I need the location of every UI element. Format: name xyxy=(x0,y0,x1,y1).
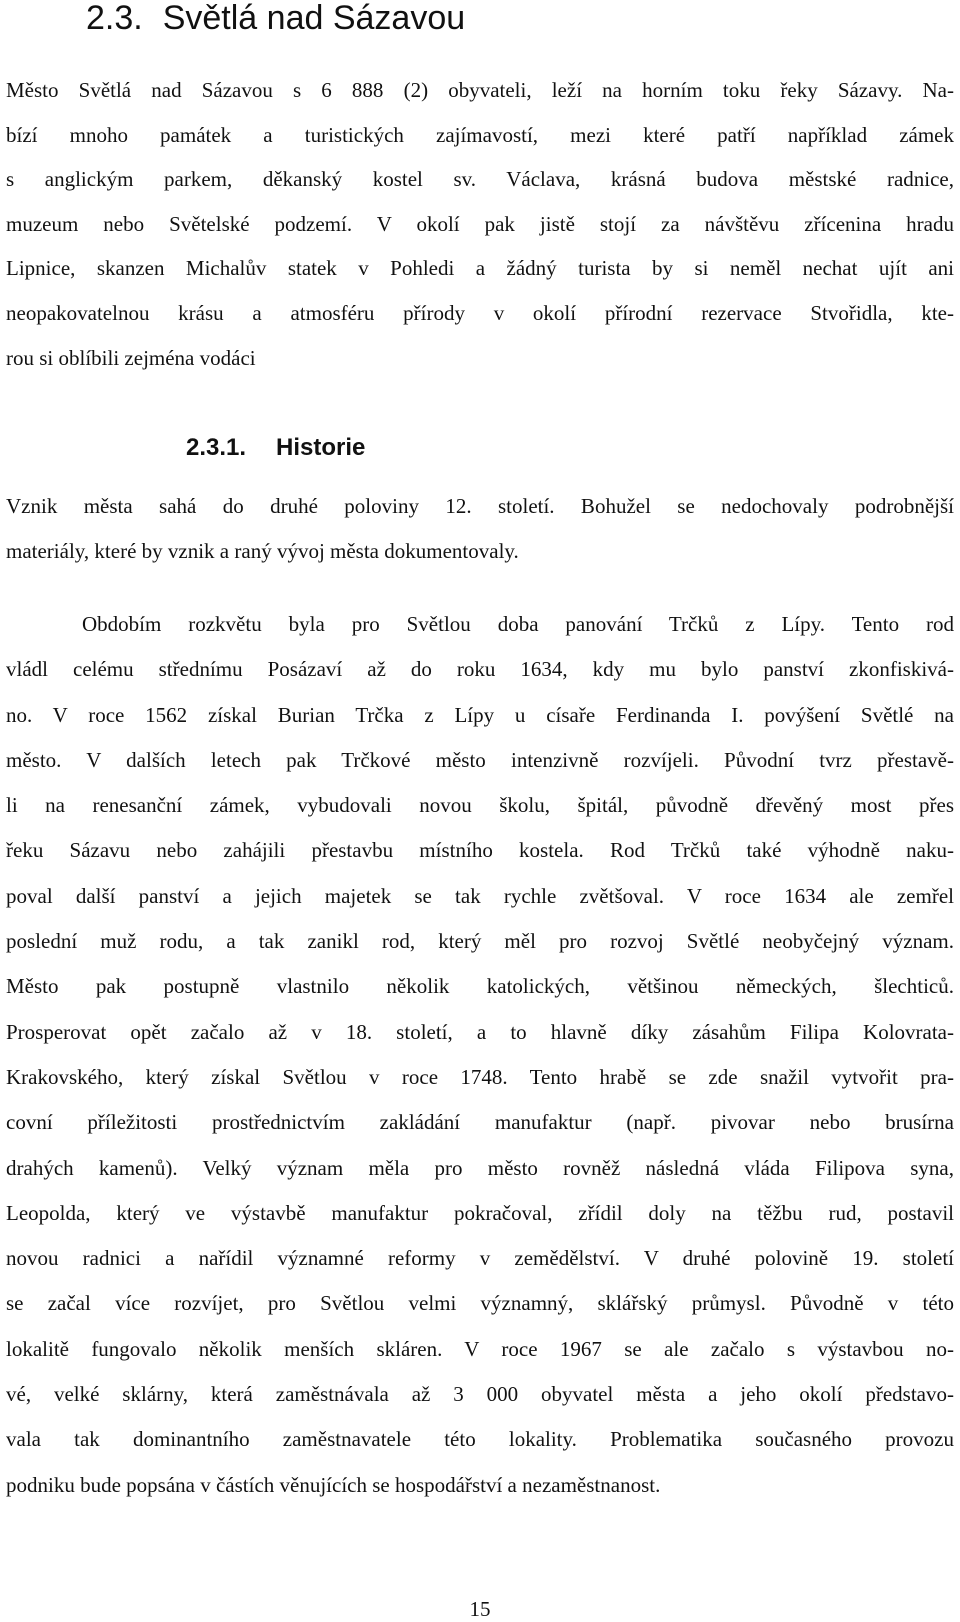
text-line: Lipnice, skanzen Michalův statek v Pohledi a žádný turista by si neměl nechat ujít ani xyxy=(6,256,954,281)
text-line: podniku bude popsána v částích věnujících se hospodářství a nezaměstnanost. xyxy=(6,1472,661,1497)
page-number: 15 xyxy=(469,1597,491,1621)
text-line: lokalitě fungovalo několik menších skláren. V roce 1967 se ale začalo s výstavbou no- xyxy=(6,1336,954,1361)
text-line: poslední muž rodu, a tak zanikl rod, který měl pro rozvoj Světlé neobyčejný význam. xyxy=(6,929,954,954)
text-line: covní příležitosti prostřednictvím zakládání manufaktur (např. pivovar nebo brusírna xyxy=(6,1110,954,1135)
text-line: vala tak dominantního zaměstnavatele této lokality. Problematika současného provozu xyxy=(6,1427,954,1452)
text-line: s anglickým parkem, děkanský kostel sv. Václava, krásná budova městské radnice, xyxy=(6,167,954,192)
text-line: Město Světlá nad Sázavou s 6 888 (2) obyvateli, leží na horním toku řeky Sázavy. Na- xyxy=(6,78,954,102)
text-line: li na renesanční zámek, vybudovali novou školu, špitál, původně dřevěný most přes xyxy=(6,793,954,818)
text-line: bízí mnoho památek a turistických zajímavostí, mezi které patří například zámek xyxy=(6,122,954,147)
text-line: poval další panství a jejich majetek se tak rychle zvětšoval. V roce 1634 ale zemřel xyxy=(6,883,954,908)
subsection-heading xyxy=(186,432,365,464)
section-heading xyxy=(86,0,465,40)
text-line: no. V roce 1562 získal Burian Trčka z Lípy u císaře Ferdinanda I. povýšení Světlé na xyxy=(6,702,954,727)
text-line: drahých kamenů). Velký význam měla pro město rovněž následná vláda Filipova syna, xyxy=(6,1155,954,1180)
text-line: Leopolda, který ve výstavbě manufaktur pokračoval, zřídil doly na těžbu rud, postavil xyxy=(6,1200,954,1225)
text-line: Vznik města sahá do druhé poloviny 12. století. Bohužel se nedochovaly podrobnější xyxy=(6,494,954,518)
text-line: neopakovatelnou krásu a atmosféru přírody v okolí přírodní rezervace Stvořidla, kte- xyxy=(6,300,954,325)
subsection-title: Historie xyxy=(276,434,366,461)
text-line: rou si oblíbili zejména vodáci xyxy=(6,345,256,370)
text-line: muzeum nebo Světelské podzemí. V okolí pak jistě stojí za návštěvu zřícenina hradu xyxy=(6,211,954,236)
intro-paragraph xyxy=(6,68,954,380)
subsection-number: 2.3.1. xyxy=(186,434,247,461)
history-paragraph-2 xyxy=(6,602,954,1508)
section-number: 2.3. xyxy=(86,0,143,37)
text-line: vládl celému střednímu Posázaví až do roku 1634, kdy mu bylo panství zkonfiskivá- xyxy=(6,657,954,682)
section-title: Světlá nad Sázavou xyxy=(162,0,466,37)
text-line: materiály, které by vznik a raný vývoj města dokumentovaly. xyxy=(6,538,519,563)
text-line: město. V dalších letech pak Trčkové město intenzivně rozvíjeli. Původní tvrz přestavě- xyxy=(6,747,954,772)
text-line: Prosperovat opět začalo až v 18. století, a to hlavně díky zásahům Filipa Kolovrata- xyxy=(6,1019,954,1044)
text-line: řeku Sázavu nebo zahájili přestavbu místního kostela. Rod Trčků také výhodně naku- xyxy=(6,838,954,863)
history-paragraph-1 xyxy=(6,484,954,573)
text-line: Město pak postupně vlastnilo několik katolických, většinou německých, šlechticů. xyxy=(6,974,954,999)
text-line: novou radnici a nařídil významné reformy v zemědělství. V druhé polovině 19. století xyxy=(6,1246,954,1271)
text-line: Krakovského, který získal Světlou v roce 1748. Tento hrabě se zde snažil vytvořit pra- xyxy=(6,1064,954,1089)
text-line: Obdobím rozkvětu byla pro Světlou doba panování Trčků z Lípy. Tento rod xyxy=(82,612,954,636)
text-line: se začal více rozvíjet, pro Světlou velmi významný, sklářský průmysl. Původně v této xyxy=(6,1291,954,1316)
text-line: vé, velké sklárny, která zaměstnávala až 3 000 obyvatel města a jeho okolí představo- xyxy=(6,1382,954,1407)
